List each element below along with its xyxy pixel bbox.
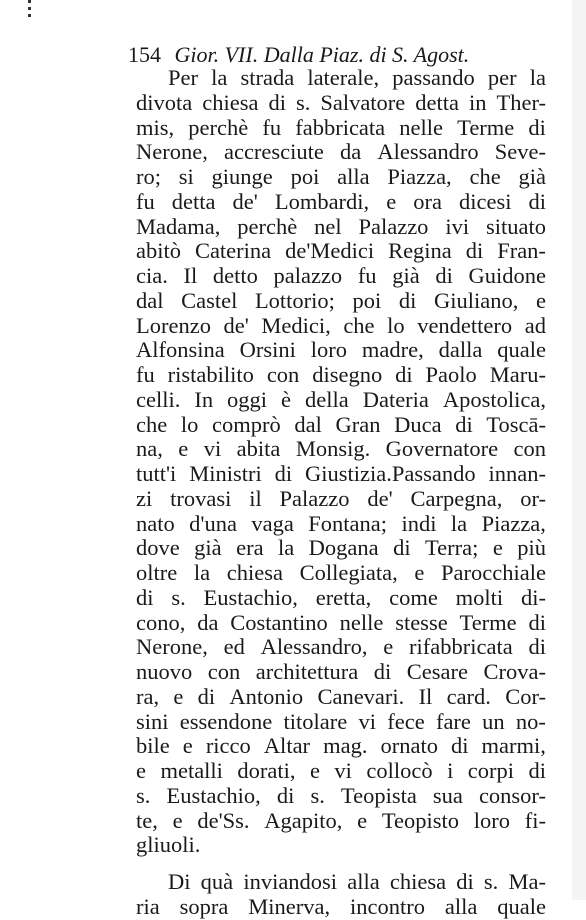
text-line: dal Castel Lottorio; poi di Giuliano, e bbox=[136, 287, 546, 313]
text-line: cia. Il detto palazzo fu già di Guidone bbox=[136, 263, 546, 288]
text-line: e metalli dorati, e vi collocò i corpi di bbox=[136, 758, 546, 783]
text-line: na, e vi abita Monsig. Governatore con bbox=[136, 436, 546, 462]
text-line: ria sopra Minerva, incontro alla quale bbox=[136, 893, 546, 919]
text-line: s. Eustachio, di s. Teopista sua consor- bbox=[136, 782, 546, 808]
text-line: gliuoli. bbox=[136, 832, 201, 858]
text-line: cono, da Costantino nelle stesse Terme di bbox=[136, 609, 546, 635]
paragraph bbox=[136, 66, 546, 858]
text-line: divota chiesa di s. Salvatore detta in Ther- bbox=[136, 89, 546, 115]
text-line: mis, perchè fu fabbricata nelle Terme di bbox=[136, 114, 546, 140]
body-text bbox=[136, 66, 546, 920]
text-line: Alfonsina Orsini loro madre, dalla quale bbox=[136, 337, 546, 363]
page-number: 154 bbox=[128, 42, 161, 67]
text-line: sini essendone titolare vi fece fare un no- bbox=[136, 708, 546, 734]
text-line: Madama, perchè nel Palazzo ivi situato bbox=[136, 213, 546, 239]
text-line: Di quà inviandosi alla chiesa di s. Ma- bbox=[168, 869, 546, 894]
text-line: Nerone, accresciute da Alessandro Seve- bbox=[136, 139, 546, 165]
text-line: fu ristabilito con disegno di Paolo Maru- bbox=[136, 362, 546, 387]
text-line: Per la strada laterale, passando per la bbox=[168, 65, 546, 90]
text-line: fu detta de' Lombardi, e ora dicesi di bbox=[136, 188, 546, 214]
text-line: bile e ricco Altar mag. ornato di marmi, bbox=[136, 733, 546, 759]
text-line: dove già era la Dogana di Terra; e più bbox=[136, 535, 546, 561]
text-line: ra, e di Antonio Canevari. Il card. Cor- bbox=[136, 683, 546, 709]
text-line: di s. Eustachio, eretta, come molti di- bbox=[136, 584, 546, 610]
text-line: zi trovasi il Palazzo de' Carpegna, or- bbox=[136, 485, 546, 511]
text-line: che lo comprò dal Gran Duca di Toscā- bbox=[136, 411, 546, 437]
text-line: nato d'una vaga Fontana; indi la Piazza, bbox=[136, 510, 546, 536]
page-edge-shadow bbox=[572, 0, 586, 900]
running-title: Gior. VII. Dalla Piaz. di S. Agost. bbox=[174, 42, 470, 67]
text-line: Lorenzo de' Medici, che lo vendettero ad bbox=[136, 312, 546, 338]
text-line: Nerone, ed Alessandro, e rifabbricata di bbox=[136, 634, 546, 660]
text-line: oltre la chiesa Collegiata, e Parocchiale bbox=[136, 560, 546, 585]
text-line: te, e de'Ss. Agapito, e Teopisto loro fi- bbox=[136, 807, 546, 833]
text-line: tutt'i Ministri di Giustizia.Passando innan- bbox=[136, 461, 546, 486]
text-line: ro; si giunge poi alla Piazza, che già bbox=[136, 164, 546, 189]
margin-dots-decoration bbox=[28, 0, 36, 22]
text-line: celli. In oggi è della Dateria Apostolica, bbox=[136, 386, 546, 412]
paragraph bbox=[136, 870, 546, 920]
text-line: abitò Caterina de'Medici Regina di Fran- bbox=[136, 238, 546, 264]
text-line: nuovo con architettura di Cesare Crova- bbox=[136, 659, 546, 684]
